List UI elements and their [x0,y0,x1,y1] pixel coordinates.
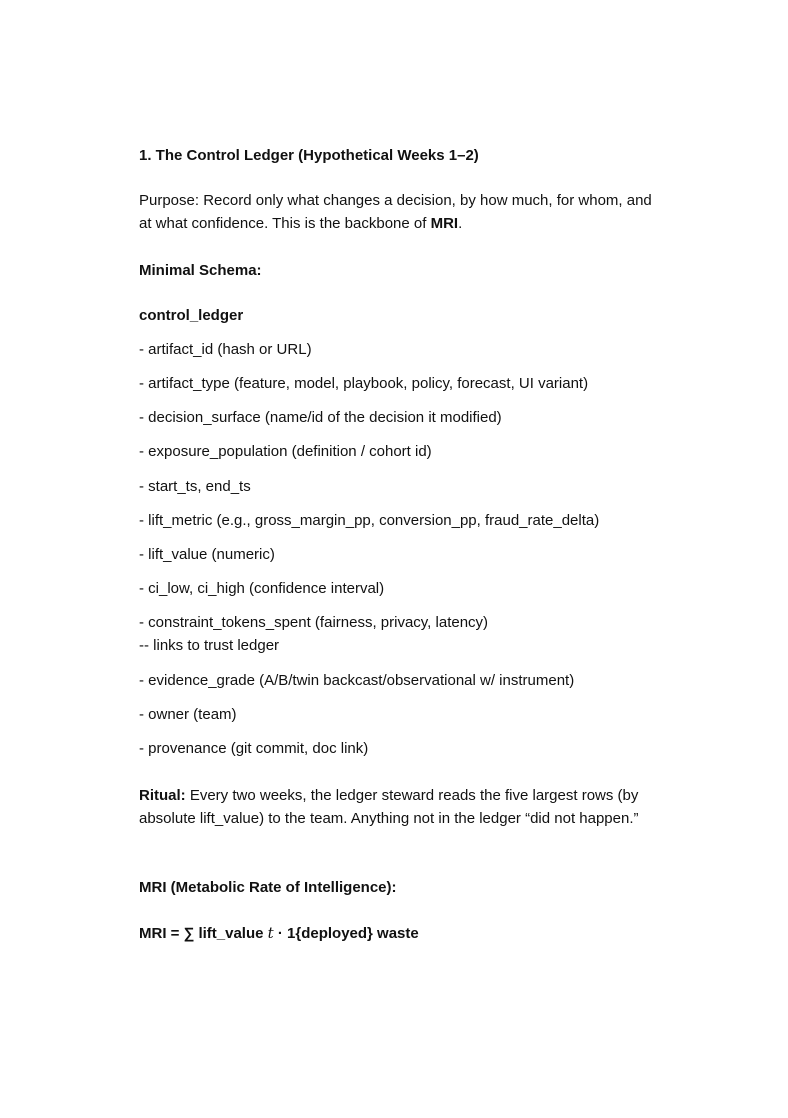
formula-part2: · 1{deployed} waste [273,925,419,942]
field-artifact-type: - artifact_type (feature, model, playbook, policy, forecast, UI variant) [139,375,589,392]
mri-formula [139,922,659,945]
formula-part1: MRI = ∑ lift_value [139,925,268,942]
purpose-bold-term: MRI [430,215,459,232]
ritual-label: Ritual: [139,787,186,804]
constraint-note: -- links to trust ledger [139,637,280,654]
mri-heading: MRI (Metabolic Rate of Intelligence): [139,879,397,896]
field-constraint-tokens: - constraint_tokens_spent (fairness, privacy, latency) [139,614,489,631]
field-start-end-ts: - start_ts, end_ts [139,478,251,495]
section-title: 1. The Control Ledger (Hypothetical Weeks 1–2) [139,147,479,164]
ritual-text: Every two weeks, the ledger steward reads the five largest rows (by absolute lift_value) to the team. Anything not in the ledger “did not happen.” [139,787,639,827]
purpose-text: Purpose: Record only what changes a decision, by how much, for whom, and at what confidence. This is the backbone of [139,192,652,232]
field-decision-surface: - decision_surface (name/id of the decision it modified) [139,409,502,426]
field-lift-metric: - lift_metric (e.g., gross_margin_pp, conversion_pp, fraud_rate_delta) [139,512,600,529]
field-lift-value: - lift_value (numeric) [139,546,275,563]
field-exposure-population: - exposure_population (definition / cohort id) [139,443,432,460]
field-evidence-grade: - evidence_grade (A/B/twin backcast/observational w/ instrument) [139,672,575,689]
field-provenance: - provenance (git commit, doc link) [139,740,369,757]
table-name: control_ledger [139,307,244,324]
purpose-end: . [458,215,463,232]
ritual-paragraph [139,784,659,830]
formula-variable: t [267,924,274,942]
purpose-paragraph [139,189,659,235]
field-owner: - owner (team) [139,706,237,723]
field-artifact-id: - artifact_id (hash or URL) [139,341,312,358]
schema-heading: Minimal Schema: [139,262,262,279]
field-ci: - ci_low, ci_high (confidence interval) [139,580,385,597]
